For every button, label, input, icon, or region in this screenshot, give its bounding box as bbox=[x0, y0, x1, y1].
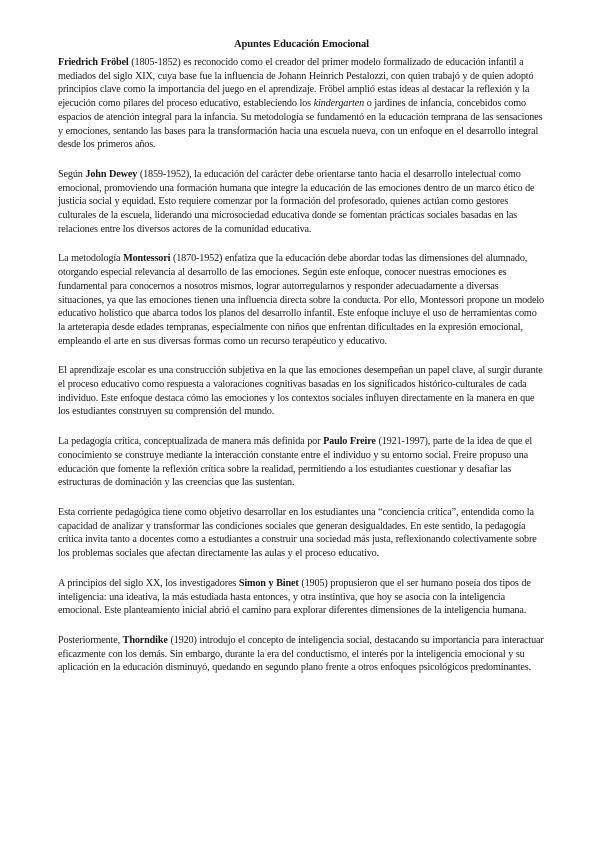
term-kindergarten: kindergarten bbox=[313, 98, 365, 110]
name-simon-binet: Simon y Binet bbox=[238, 577, 299, 589]
name-dewey: John Dewey bbox=[85, 168, 138, 180]
name-thorndike: Thorndike bbox=[122, 634, 168, 646]
paragraph-thorndike bbox=[58, 634, 545, 675]
text-run: (1905) propusieron que el ser humano poseía dos tipos de inteligencia: una ideativa, la más estudiada hasta entonces, y otra instintiva, que hoy se asocia con la inteligencia emocional. Este planteamiento inicial abrió el camino para explorar diferentes dimensiones de la inteligencia humana. bbox=[58, 577, 531, 617]
text-run: Posteriormente, bbox=[58, 634, 123, 646]
paragraph-simon-binet bbox=[58, 577, 545, 618]
text-run: Esta corriente pedagógica tiene como objetivo desarrollar en los estudiantes una “conciencia crítica”, entendida como la capacidad de analizar y transformar las condiciones sociales que generan desigualdades. En este sentido, la pedagogía crítica invita tanto a docentes como a estudiantes a construir una sociedad más justa, reflexionando colectivamente sobre los problemas sociales que afectan directamente las aulas y el proceso educativo. bbox=[58, 506, 537, 560]
text-run: La metodología bbox=[58, 253, 124, 265]
paragraph-frobel bbox=[58, 56, 545, 152]
name-montessori: Montessori bbox=[123, 253, 171, 265]
document-page bbox=[58, 38, 545, 691]
name-frobel: Friedrich Fröbel bbox=[58, 57, 129, 68]
paragraph-montessori bbox=[58, 252, 545, 348]
text-run: La pedagogía crítica, conceptualizada de manera más definida por bbox=[58, 436, 324, 448]
text-run: (1870-1952) enfatiza que la educación debe abordar todas las dimensiones del alumnado, otorgando especial relevancia al desarrollo de las emociones. Según este enfoque, conocer nuestras emociones es fundamental para conocernos a nosotros mismos, lograr autorregularnos y responder adecuadamente a diversas situaciones, ya que las emociones tienen una influencia directa sobre la conducta. Por ello, Montessori propone un modelo educativo holístico que abarca todos los planos del desarrollo infantil. Este enfoque incluye el uso de herramientas como la arteterapia desde edades tempranas, especialmente con niños que enfrentan dificultades en la expresión emocional, empleando el arte en sus diversas formas como un recurso terapéutico y educativo. bbox=[58, 253, 544, 347]
paragraph-dewey bbox=[58, 168, 545, 237]
text-run: (1805-1852) es reconocido como el creador del primer modelo formalizado de educación infantil a mediados del siglo XIX, cuya base fue la influencia de Johann Heinrich Pestalozzi, con quien trabajó y de quien adoptó principios clave como la importancia del juego en el aprendizaje. Fröbel amplió estas ideas al destacar la reflexión y la ejecución como pilares del proceso educativo, estableciendo los bbox=[58, 57, 534, 110]
text-run: A principios del siglo XX, los investigadores bbox=[58, 577, 239, 589]
text-run: El aprendizaje escolar es una construcción subjetiva en la que las emociones desempeñan un papel clave, al surgir durante el proceso educativo como respuesta a valoraciones cognitivas basadas en los significados histórico-culturales de cada individuo. Este enfoque destaca cómo las emociones y los contextos sociales influyen directamente en la manera en que los estudiantes construyen su comprensión del mundo. bbox=[58, 365, 543, 418]
paragraph-freire bbox=[58, 435, 545, 490]
text-run: o jardines de infancia, concebidos como espacios de atención integral para la infancia. Su metodología se fundamentó en la educación temprana de las sensaciones y emociones, sentando las bases para la transformación hacia una escuela nueva, con un enfoque en el desarrollo integral desde los primeros años. bbox=[58, 98, 543, 151]
document-title: Apuntes Educación Emocional bbox=[234, 39, 369, 50]
name-freire: Paulo Freire bbox=[323, 436, 376, 448]
text-run: (1920) introdujo el concepto de inteligencia social, destacando su importancia para interactuar eficazmente con los demás. Sin embargo, durante la era del conductismo, el interés por la inteligencia emocional y su aplicación en la educación disminuyó, quedando en segundo plano frente a otros enfoques psicológicos predominantes. bbox=[58, 634, 544, 674]
text-run: (1859-1952), la educación del carácter debe orientarse tanto hacia el desarrollo intelectual como emocional, promoviendo una formación humana que integre la educación de las emociones dentro de un marco ético de justicia social y equidad. Esto requiere comenzar por la formación del profesorado, quienes actúan como gestores culturales de la escuela, liderando una microsociedad educativa donde se fomentan prácticas sociales basadas en las relaciones entre los diversos actores de la comunidad educativa. bbox=[58, 168, 535, 235]
text-run: Según bbox=[58, 168, 86, 180]
text-run: (1921-1997), parte de la idea de que el conocimiento se construye mediante la interacción constante entre el individuo y su entorno social. Freire propuso una educación que fomente la reflexión crítica sobre la realidad, permitiendo a los estudiantes cuestionar y desafiar las estructuras de dominación y las creencias que las sustentan. bbox=[58, 436, 533, 489]
paragraph-conciencia-critica bbox=[58, 506, 545, 561]
paragraph-aprendizaje-escolar bbox=[58, 364, 545, 419]
